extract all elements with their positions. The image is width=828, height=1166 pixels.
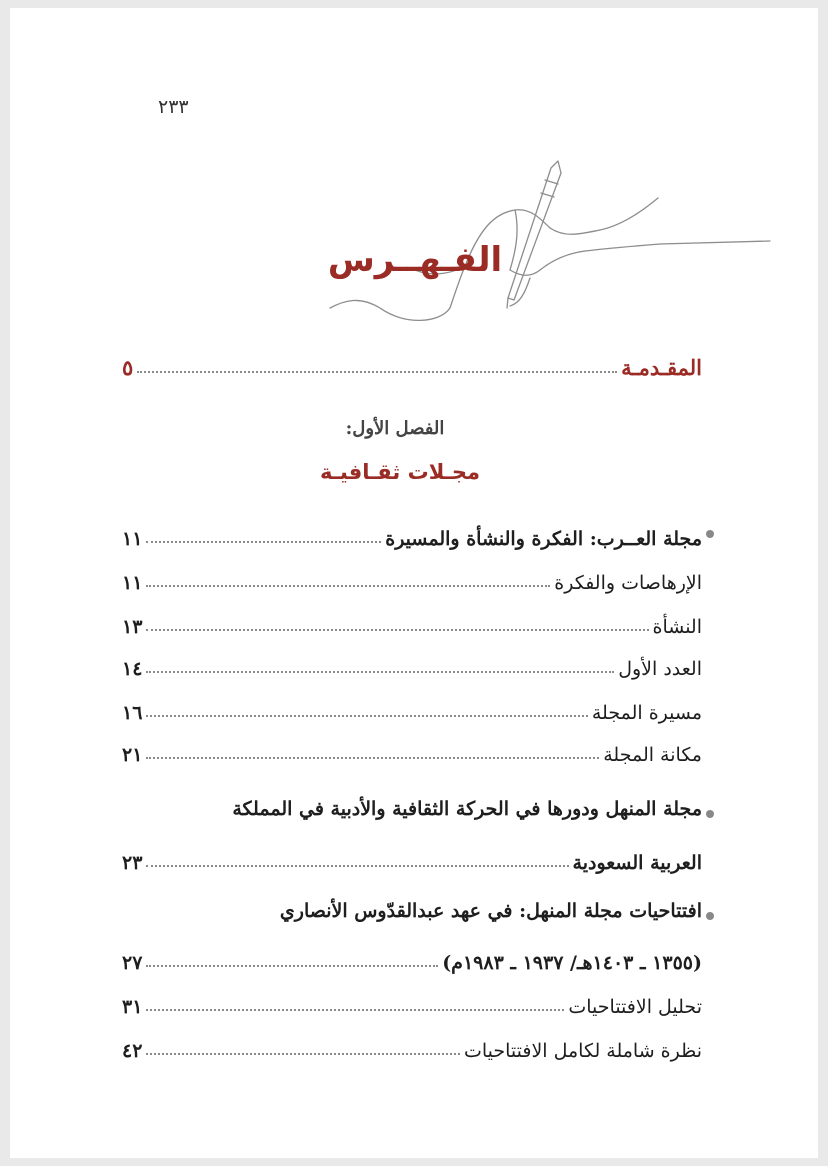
bullet-icon [706, 912, 714, 920]
dot-leader [146, 629, 648, 631]
entry-label: مجلة العــرب: الفكرة والنشأة والمسيرة [385, 528, 702, 550]
entry-page: ٤٢ [122, 1040, 143, 1062]
entry-page: ١١ [122, 528, 143, 550]
dot-leader [146, 585, 550, 587]
chapter-heading: الفصل الأول: [345, 418, 445, 439]
entry-label: نظرة شاملة لكامل الافتتاحيات [463, 1040, 702, 1062]
toc-entry[interactable] [122, 560, 702, 594]
entry-label-line1[interactable]: مجلة المنهل ودورها في الحركة الثقافية والأدبية في المملكة [232, 798, 702, 820]
entry-label-line1[interactable]: افتتاحيات مجلة المنهل: في عهد عبدالقدّوس الأنصاري [279, 900, 702, 922]
entry-label: مسيرة المجلة [591, 702, 702, 724]
entry-page: ٥ [122, 355, 134, 380]
entry-label: العربية السعودية [572, 852, 702, 874]
toc-entry[interactable] [122, 840, 702, 874]
toc-entry[interactable] [122, 1028, 702, 1062]
toc-entry[interactable] [122, 732, 702, 766]
dot-leader [146, 965, 438, 967]
entry-label: الإرهاصات والفكرة [554, 572, 702, 594]
entry-page: ١٦ [122, 702, 143, 724]
dot-leader [146, 671, 614, 673]
dot-leader [146, 1009, 564, 1011]
entry-page: ١٣ [122, 616, 143, 638]
entry-label: المقـدمـة [621, 355, 702, 380]
entry-label: النشأة [652, 616, 702, 638]
dot-leader [146, 1053, 460, 1055]
entry-page: ١١ [122, 572, 143, 594]
dot-leader [146, 865, 568, 867]
toc-entry[interactable] [122, 516, 702, 550]
toc-entry[interactable] [122, 940, 702, 974]
bullet-icon [706, 810, 714, 818]
toc-entry[interactable] [122, 604, 702, 638]
dot-leader [146, 715, 587, 717]
entry-page: ٣١ [122, 996, 143, 1018]
page-number: ٢٣٣ [158, 96, 189, 118]
dot-leader [146, 757, 599, 759]
entry-label: تحليل الافتتاحيات [568, 996, 702, 1018]
page [10, 8, 818, 1158]
toc-entry[interactable] [122, 984, 702, 1018]
entry-label: مكانة المجلة [603, 744, 702, 766]
entry-page: ٢٧ [122, 952, 143, 974]
chapter-subtitle: مجـلات ثقـافيـة [320, 460, 480, 484]
toc-entry-intro[interactable] [122, 346, 702, 380]
index-title: الفـهــرس [327, 240, 503, 280]
hand-with-pen-illustration [10, 8, 818, 328]
entry-page: ١٤ [122, 658, 143, 680]
entry-page: ٢١ [122, 744, 143, 766]
entry-page: ٢٣ [122, 852, 143, 874]
entry-label: (١٣٥٥ ـ ١٤٠٣هـ/ ١٩٣٧ ـ ١٩٨٣م) [442, 952, 702, 974]
entry-label: العدد الأول [618, 658, 702, 680]
toc-entry[interactable] [122, 646, 702, 680]
bullet-icon [706, 530, 714, 538]
dot-leader [146, 541, 381, 543]
toc-entry[interactable] [122, 690, 702, 724]
dot-leader [137, 371, 617, 373]
